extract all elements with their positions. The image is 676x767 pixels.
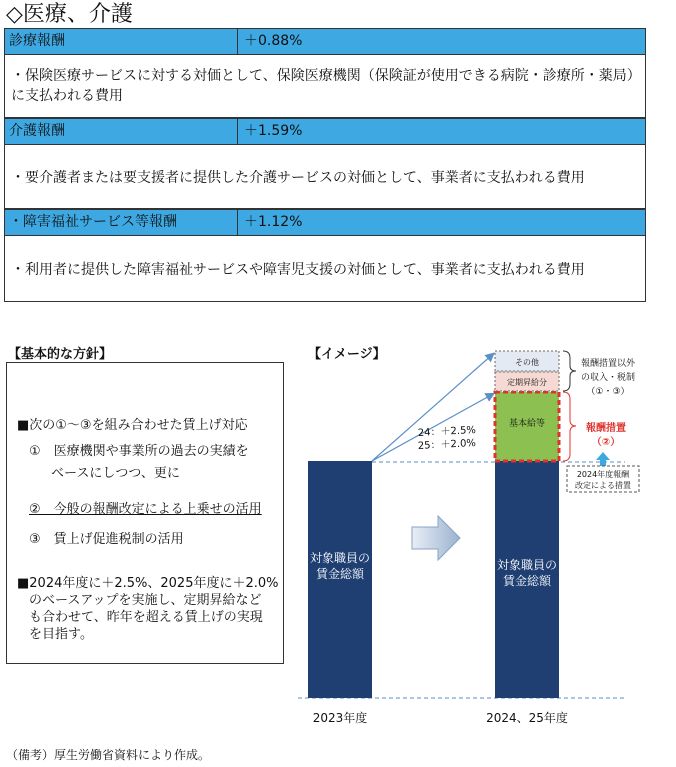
brace-other-icon: [563, 351, 576, 391]
brace-label-1: 報酬措置以外: [580, 359, 636, 369]
rate-2025-label: 25：＋2.0%: [417, 437, 477, 452]
policy-goal-line-2: のベースアップを実施し、定期昇給など: [29, 593, 262, 608]
policy-goal-line-3: も合わせて、昨年を超える賃上げの実現: [29, 610, 263, 625]
revision-label-1: 2024年度報酬: [576, 470, 630, 479]
rate-description: ・要介護者または要支援者に提供した介護サービスの対価として、事業者に支払われる費用: [4, 145, 646, 209]
rate-name: 診療報酬: [5, 29, 238, 54]
revision-label-2: 改定による措置: [575, 481, 631, 490]
policy-item-2: ② 今般の報酬改定による上乗せの活用: [29, 502, 262, 517]
bar-2024-label-2: 賃金総額: [502, 574, 552, 588]
policy-goal-line-4: を目指す。: [29, 627, 93, 642]
page-title: ◇医療、介護: [6, 2, 133, 27]
policy-item-3: ③ 賃上げ促進税制の活用: [29, 532, 184, 547]
measure-label-1: 報酬措置: [586, 423, 626, 434]
up-arrow-icon: [596, 452, 610, 466]
rate-description: ・利用者に提供した障害福祉サービスや障害児支援の対価として、事業者に支払われる費用: [4, 236, 646, 302]
progress-arrow-icon: [412, 516, 460, 560]
rate-name: 介護報酬: [5, 119, 238, 144]
year-2023-label: 2023年度: [312, 711, 368, 725]
rate-value: ＋0.88%: [244, 33, 303, 49]
policy-goal-line-1: ■2024年度に＋2.5%、2025年度に＋2.0%: [17, 576, 279, 591]
policy-item-1-line-2: ベースにしつつ、更に: [51, 466, 180, 481]
source-note: （備考）厚生労働省資料により作成。: [6, 748, 211, 762]
brace-label-2: の収入・税制: [580, 373, 636, 383]
brace-measure-icon: [563, 392, 576, 461]
policy-item-1-line-1: ① 医療機関や事業所の過去の実績を: [29, 444, 249, 459]
year-2024-label: 2024、25年度: [486, 711, 568, 725]
bar-2024-label-1: 対象職員の: [496, 558, 558, 572]
segment-other-label: その他: [515, 358, 539, 367]
measure-label-2: （②）: [591, 437, 621, 448]
segment-base-label: 基本給等: [508, 419, 546, 429]
bar-2023-label-2: 賃金総額: [315, 567, 365, 581]
bar-2023-label-1: 対象職員の: [309, 551, 371, 565]
image-heading: 【イメージ】: [308, 347, 386, 362]
rate-name: ・障害福祉サービス等報酬: [5, 210, 238, 235]
rate-value: ＋1.59%: [244, 123, 303, 139]
policy-intro: ■次の①～③を組み合わせた賃上げ対応: [17, 418, 248, 433]
rate-2024-label: 24：＋2.5%: [417, 424, 477, 439]
segment-regular-label: 定期昇給分: [507, 378, 547, 387]
brace-label-3: （①・③）: [586, 387, 630, 397]
rate-description: ・保険医療サービスに対する対価として、保険医療機関（保険証が使用できる病院・診療所・薬局）に支払われる費用: [4, 55, 646, 118]
policy-heading: 【基本的な方針】: [8, 347, 113, 362]
rate-value: ＋1.12%: [244, 214, 303, 230]
